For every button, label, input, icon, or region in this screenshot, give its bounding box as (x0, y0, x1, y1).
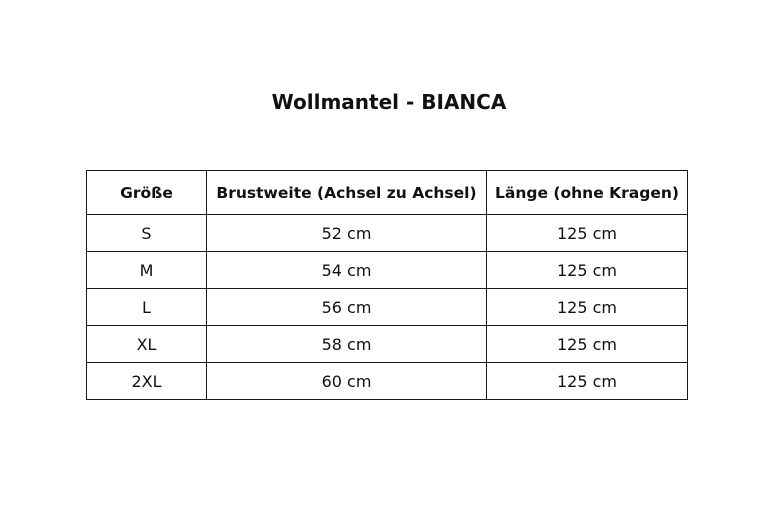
table-row (87, 252, 688, 289)
size-chart-table (86, 170, 688, 400)
page-title: Wollmantel - BIANCA (271, 90, 507, 114)
header-chest-width: Brustweite (Achsel zu Achsel) (207, 171, 487, 215)
header-size: Größe (87, 171, 207, 215)
cell-size: M (87, 252, 207, 289)
cell-chest-width: 60 cm (207, 363, 487, 400)
cell-size: S (87, 215, 207, 252)
table-header-row (87, 171, 688, 215)
table-row (87, 289, 688, 326)
table-row (87, 215, 688, 252)
cell-size: 2XL (87, 363, 207, 400)
cell-chest-width: 54 cm (207, 252, 487, 289)
table-row (87, 326, 688, 363)
cell-length: 125 cm (487, 252, 688, 289)
cell-chest-width: 52 cm (207, 215, 487, 252)
table-row (87, 363, 688, 400)
cell-length: 125 cm (487, 363, 688, 400)
cell-length: 125 cm (487, 289, 688, 326)
cell-length: 125 cm (487, 326, 688, 363)
cell-size: XL (87, 326, 207, 363)
cell-size: L (87, 289, 207, 326)
cell-length: 125 cm (487, 215, 688, 252)
header-length: Länge (ohne Kragen) (487, 171, 688, 215)
cell-chest-width: 56 cm (207, 289, 487, 326)
cell-chest-width: 58 cm (207, 326, 487, 363)
